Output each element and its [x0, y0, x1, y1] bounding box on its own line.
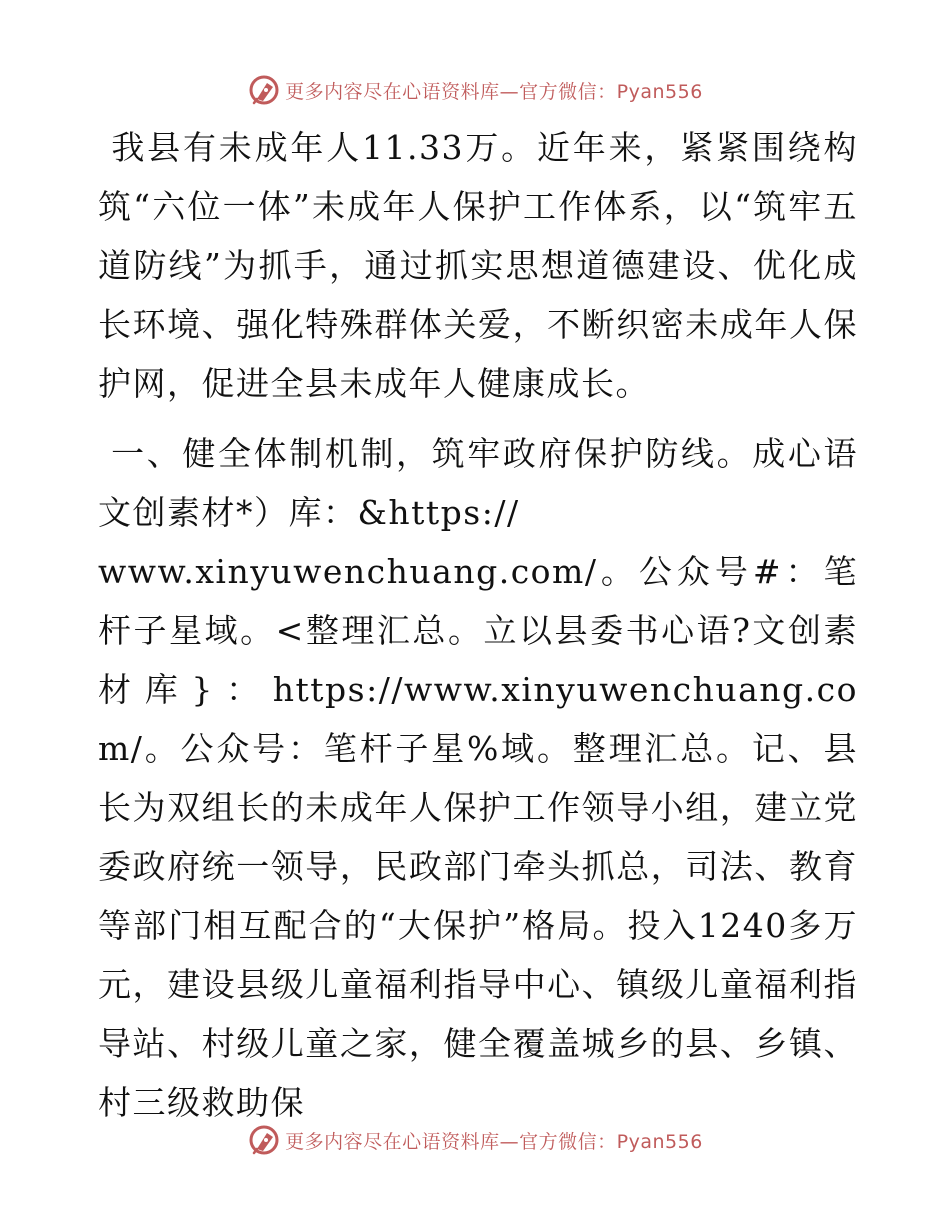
paragraph-section-one: 一、健全体制机制，筑牢政府保护防线。成心语文创素材*）库：&https:// www.xinyuwenchuang.com/。公众号#：笔杆子星域。<整理汇总。立以县委书心语?文创素材库}：https://www.xinyuwenchuang.com/。公众号：笔杆子星%域。整理汇总。记、县长为双组长的未成年人保护工作领导小组，建立党委政府统一领导，民政部门牵头抓总，司法、教育等部门相互配合的“大保护”格局。投入1240多万元，建设县级儿童福利指导中心、镇级儿童福利指导站、村级儿童之家，健全覆盖城乡的县、乡镇、村三级救助保: [98, 434, 858, 1122]
banner-text: 更多内容尽在心语资料库—官方微信：Pyan556: [285, 80, 703, 103]
banner-text: 更多内容尽在心语资料库—官方微信：Pyan556: [285, 1130, 703, 1153]
paragraph-intro: 我县有未成年人11.33万。近年来，紧紧围绕构筑“六位一体”未成年人保护工作体系，以“筑牢五道防线”为抓手，通过抓实思想道德建设、优化成长环境、强化特殊群体关爱，不断织密未成年人保护网，促进全县未成年人健康成长。: [98, 128, 858, 403]
header-banner: [0, 70, 950, 110]
footer-banner: [0, 1120, 950, 1160]
document-body: [98, 118, 858, 1132]
pen-nib-logo-icon: [247, 73, 281, 107]
pen-nib-logo-icon: [247, 1123, 281, 1157]
